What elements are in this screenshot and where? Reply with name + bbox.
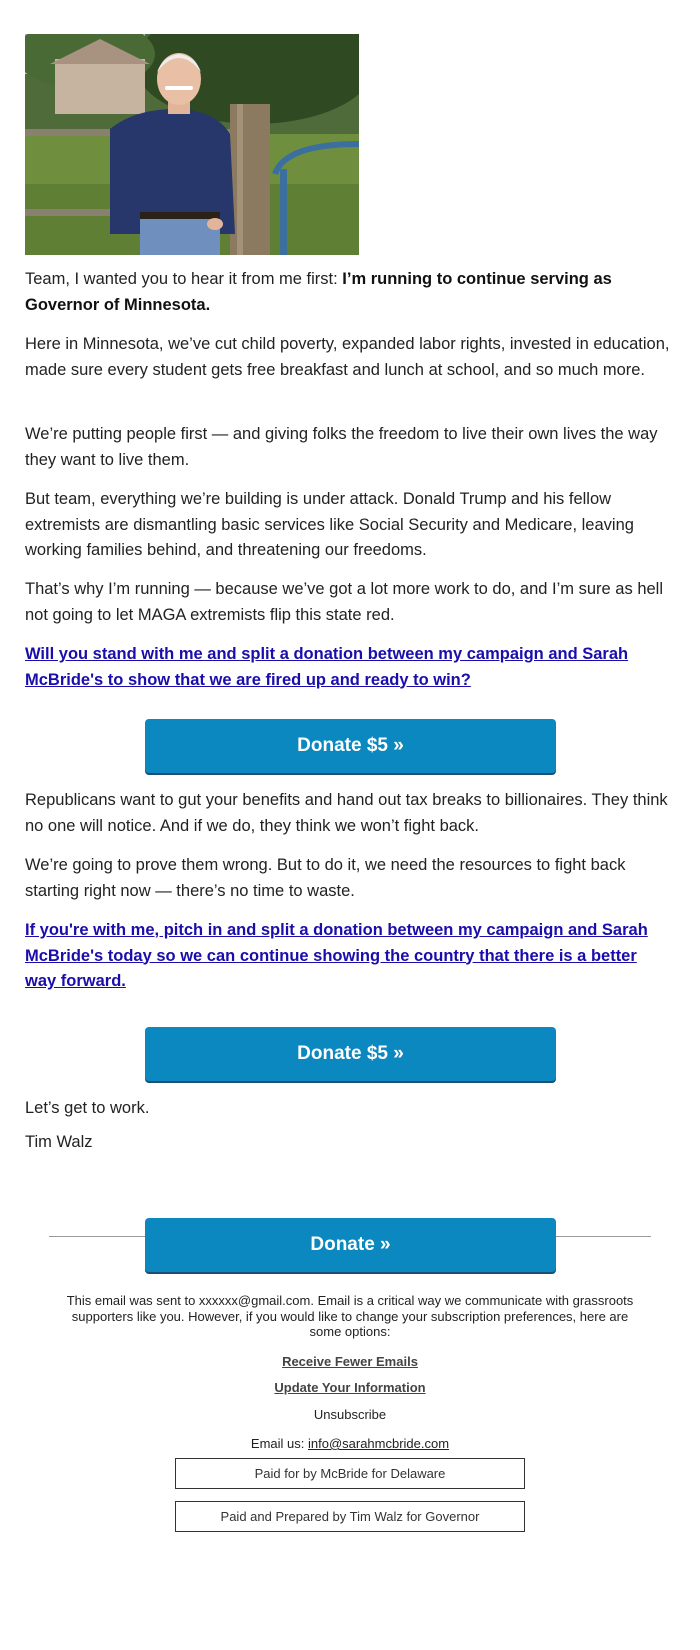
paragraph-prove-wrong: We’re going to prove them wrong. But to do it, we need the resources to fight back starting right now — there’s no time to waste. <box>25 856 626 900</box>
paid-for-mcbride-box: Paid for by McBride for Delaware <box>175 1458 525 1489</box>
intro-paragraph <box>25 267 670 318</box>
intro-announcement: I’m running to continue serving as Governor of Minnesota. <box>25 270 612 314</box>
paragraph-people-first: We’re putting people first — and giving folks the freedom to live their own lives the way they want to live them. <box>25 425 658 469</box>
paragraph-under-attack: But team, everything we’re building is under attack. Donald Trump and his fellow extremists are dismantling basic services like Social Security and Medicare, leaving working families behind, and threatening our freedoms. <box>25 490 634 559</box>
paid-for-walz-box: Paid and Prepared by Tim Walz for Governor <box>175 1501 525 1532</box>
contact-email-link[interactable]: info@sarahmcbride.com <box>307 1436 450 1451</box>
donate-footer-button[interactable]: Donate » <box>145 1218 556 1272</box>
closing-line: Let’s get to work. <box>25 1099 150 1117</box>
donate-5-button-1[interactable]: Donate $5 » <box>145 719 556 773</box>
email-us-line <box>0 1436 700 1451</box>
receive-fewer-emails-link[interactable]: Receive Fewer Emails <box>282 1354 418 1369</box>
update-information-link[interactable]: Update Your Information <box>274 1380 426 1395</box>
footer-notice: This email was sent to xxxxxx@gmail.com. Email is a critical way we communicate with grassroots supporters like you. However, if you would like to change your subscription preferences, here are some options: <box>66 1293 634 1339</box>
paragraph-accomplishments: Here in Minnesota, we’ve cut child poverty, expanded labor rights, invested in education, made sure every student gets free breakfast and lunch at school, and so much more. <box>25 335 670 379</box>
cta-link-1-wrap <box>25 642 670 693</box>
cta-link-1[interactable]: Will you stand with me and split a donation between my campaign and Sarah McBride's to show that we are fired up and ready to win? <box>25 645 629 689</box>
paragraph-why-running: That’s why I’m running — because we’ve got a lot more work to do, and I’m sure as hell not going to let MAGA extremists flip this state red. <box>25 580 663 624</box>
donate-5-button-2[interactable]: Donate $5 » <box>145 1027 556 1081</box>
tim-walz-photo <box>25 34 359 255</box>
intro-lead: Team, I wanted you to hear it from me first: <box>25 270 343 288</box>
cta-link-2-wrap <box>25 918 670 995</box>
signature: Tim Walz <box>25 1133 93 1151</box>
paragraph-republicans: Republicans want to gut your benefits and hand out tax breaks to billionaires. They think no one will notice. And if we do, they think we won’t fight back. <box>25 791 668 835</box>
cta-link-2[interactable]: If you're with me, pitch in and split a donation between my campaign and Sarah McBride's today so we can continue showing the country that there is a better way forward. <box>25 921 648 990</box>
email-us-label: Email us: <box>250 1436 308 1451</box>
unsubscribe-link[interactable]: Unsubscribe <box>313 1407 387 1422</box>
